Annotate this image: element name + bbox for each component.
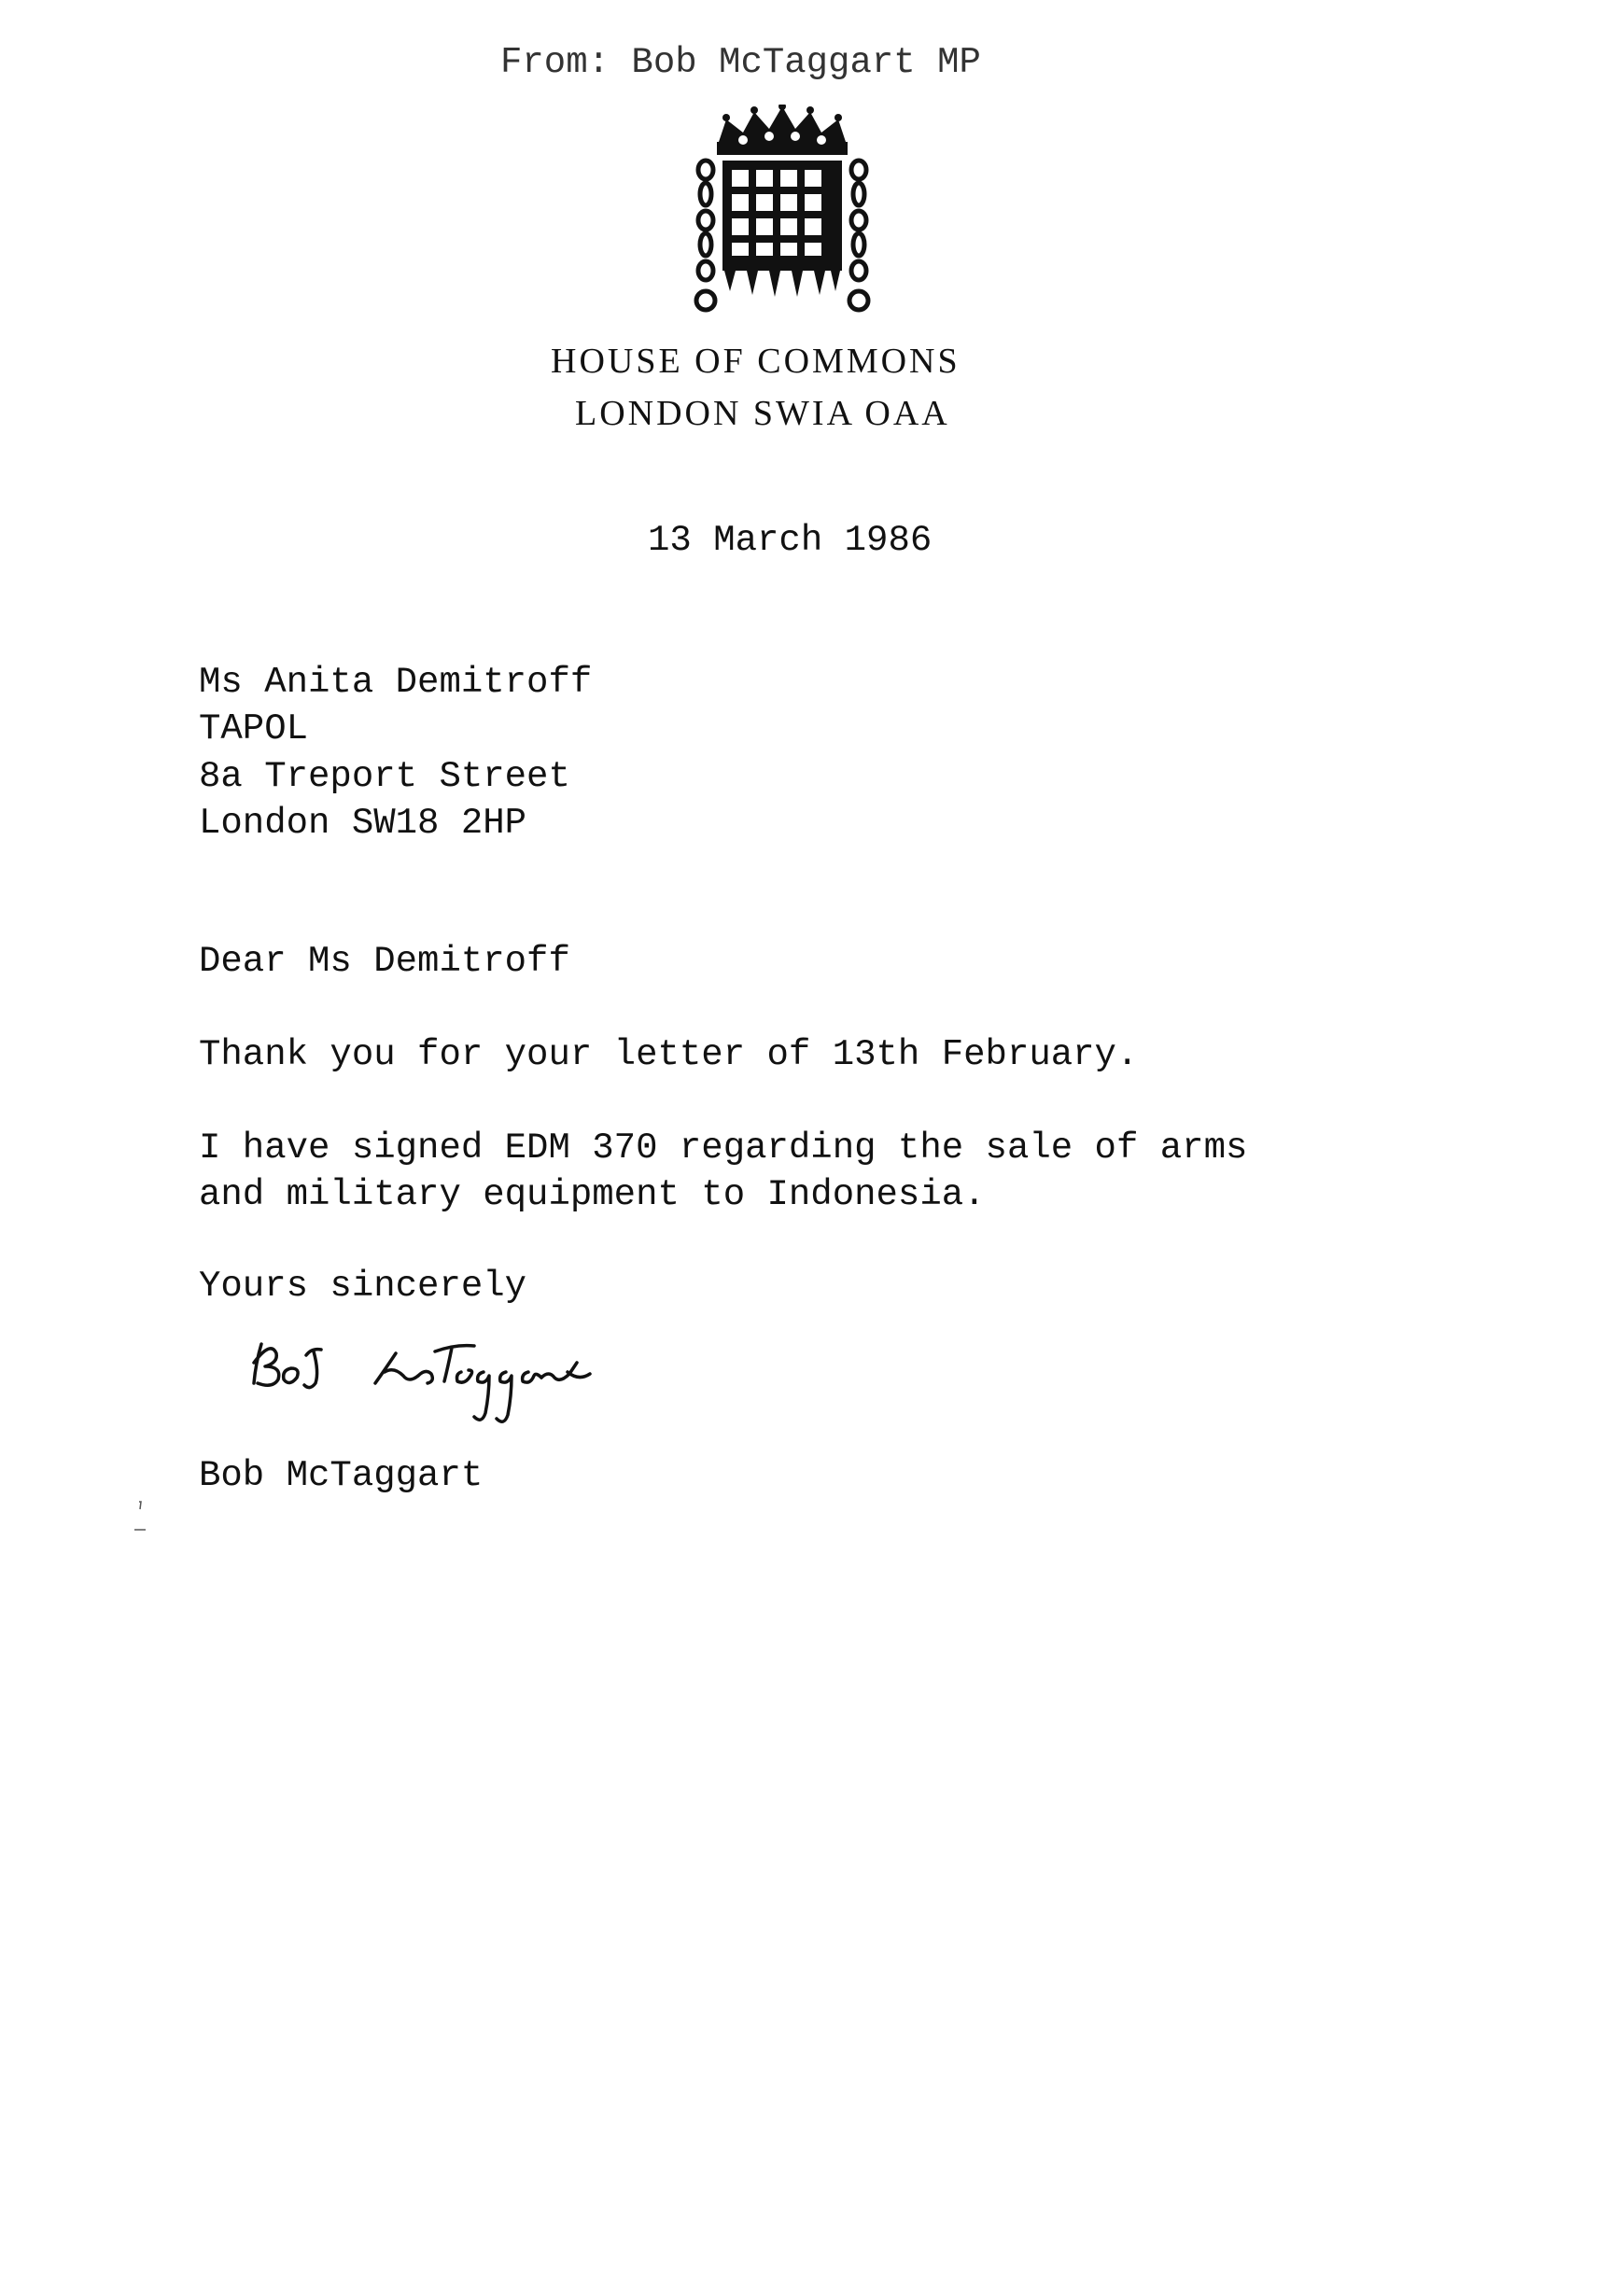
recipient-organisation: TAPOL xyxy=(199,708,309,749)
letter-date: 13 March 1986 xyxy=(648,520,933,561)
portcullis-crown-icon xyxy=(689,105,876,317)
margin-mark xyxy=(131,1498,149,1535)
salutation: Dear Ms Demitroff xyxy=(199,941,570,982)
recipient-street: 8a Treport Street xyxy=(199,756,570,797)
signer-name: Bob McTaggart xyxy=(199,1455,484,1496)
body-paragraph: Thank you for your letter of 13th February. xyxy=(199,1034,1139,1075)
closing: Yours sincerely xyxy=(199,1266,527,1307)
handwritten-signature xyxy=(245,1335,674,1447)
from-line: From: Bob McTaggart MP xyxy=(500,42,981,83)
body-paragraph-line: I have signed EDM 370 regarding the sale of arms xyxy=(199,1127,1248,1169)
recipient-name: Ms Anita Demitroff xyxy=(199,662,593,703)
office-address: LONDON SWIA OAA xyxy=(575,394,950,433)
recipient-city: London SW18 2HP xyxy=(199,803,527,844)
body-paragraph-line: and military equipment to Indonesia. xyxy=(199,1174,986,1215)
office-name: HOUSE OF COMMONS xyxy=(551,342,961,381)
